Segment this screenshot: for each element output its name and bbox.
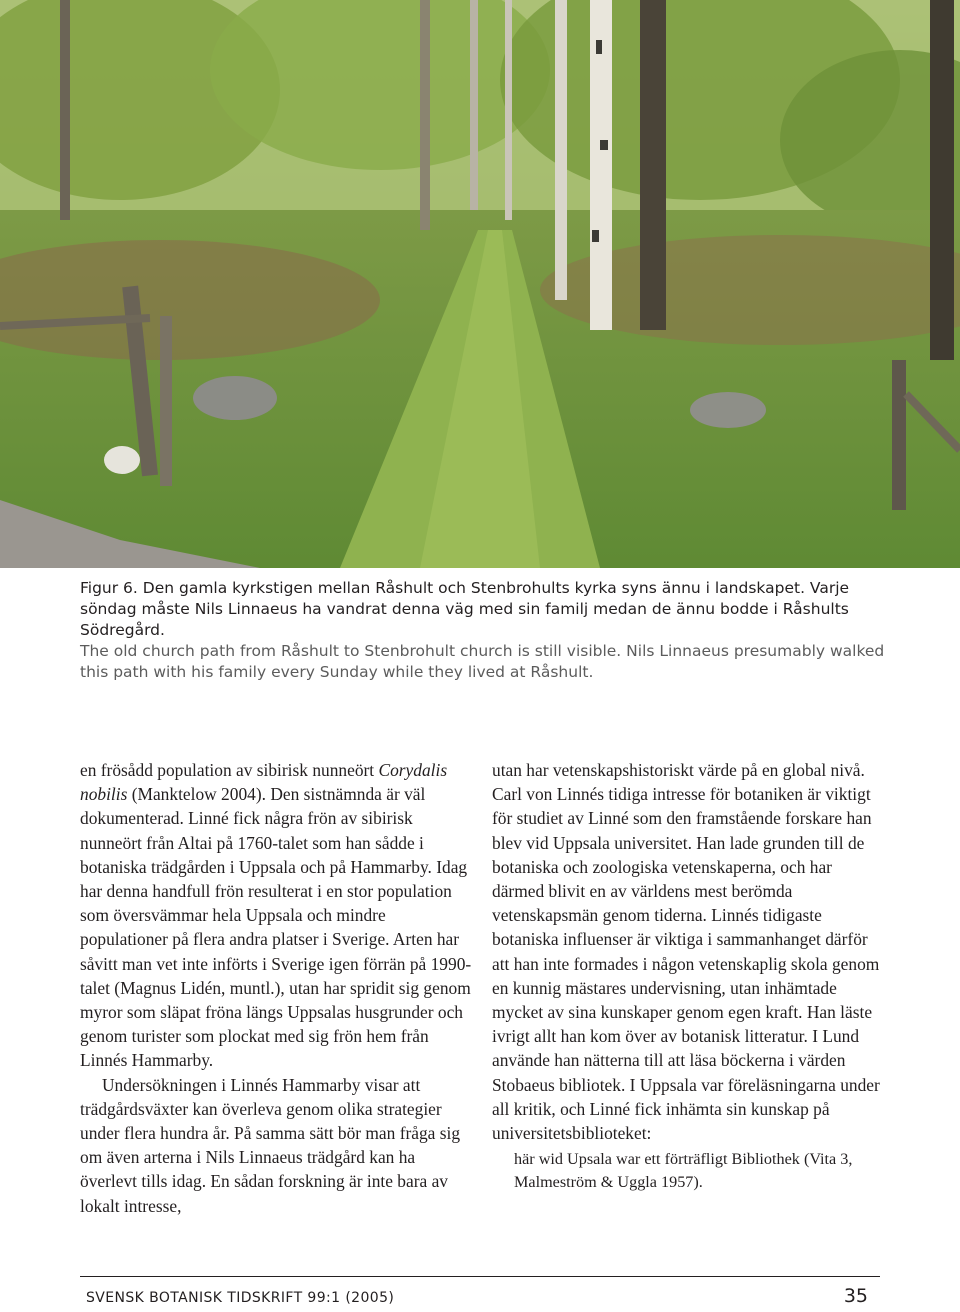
footer-divider — [80, 1276, 880, 1277]
left-p1-text-a: en frösådd population av sibirisk nunneört — [80, 760, 379, 780]
caption-swedish: Figur 6. Den gamla kyrkstigen mellan Råshult och Stenbrohults kyrka syns ännu i landskapet. Varje söndag måste Nils Linnaeus ha vandrat denna väg med sin familj medan de ännu bodde i Råshults Södregård. — [80, 579, 850, 639]
photo-illustration — [0, 0, 960, 568]
caption-english: The old church path from Råshult to Stenbrohult church is still visible. Nils Linnaeus presumably walked this path with his family every Sunday while they lived at Råshult. — [80, 642, 885, 681]
figure-caption — [80, 578, 900, 683]
forest-path-photo — [0, 0, 960, 568]
right-paragraph-1: utan har vetenskapshistoriskt värde på en global nivå. Carl von Linnés tidiga intresse för botaniken är viktigt för studiet av Linné som den framstående forskare han blev vid Uppsala universitet. Han lade grunden till de botaniska och zoologiska vetenskaperna, och har därmed blivit en av världens mest berömda vetenskapsmän genom tiderna. Linnés tidigaste botaniska influenser är viktiga i sammanhanget därför att han inte formades i någon vetenskaplig skola genom en kunnig mästares undervisning, utan inhämtade mycket av sina kunskaper genom egen kraft. Han läste ivrigt allt han kom över av botanisk litteratur. I Lund använde han nätterna till att läsa böckerna i värden Stobaeus bibliotek. I Uppsala var föreläsningarna under all kritik, och Linné fick inhämta sin kunskap på universitetsbiblioteket: — [492, 760, 880, 1144]
left-column — [80, 758, 472, 1218]
left-paragraph-2: Undersökningen i Linnés Hammarby visar att trädgårdsväxter kan överleva genom olika strategier under flera hundra år. På samma sätt bör man fråga sig om även arterna i Nils Linnaeus trädgård kan ha överlevt tills idag. En sådan forskning är inte bara av lokalt intresse, — [80, 1074, 461, 1216]
block-quote: här wid Upsala war ett förträfligt Bibliothek (Vita 3, Malmeström & Uggla 1957). — [514, 1150, 853, 1192]
species-name: Corydalis nobilis — [80, 760, 448, 805]
page-number: 35 — [843, 1285, 868, 1307]
left-paragraph-1 — [80, 758, 472, 1073]
journal-title: SVENSK BOTANISK TIDSKRIFT 99:1 (2005) — [86, 1290, 395, 1306]
right-column — [492, 758, 884, 1194]
left-p1-text-b: (Manktelow 2004). Den sistnämnda är väl dokumenterad. Linné fick några frön av sibirisk nunneört från Altai på 1760-talet som han sådde i botaniska trädgården i Uppsala och på Hammarby. Idag har denna handfull frön resulterat i en stor population som översvämmar hela Uppsala och mindre populationer på flera andra platser i Sverige. Arten har såvitt man vet inte införts i Sverige igen förrän på 1990-talet (Magnus Lidén, muntl.), utan har spridit sig genom myror som släpat fröna längs Uppsalas husgrunder och genom turister som plockat med sig frön hem från Linnés Hammarby. — [80, 784, 472, 1071]
